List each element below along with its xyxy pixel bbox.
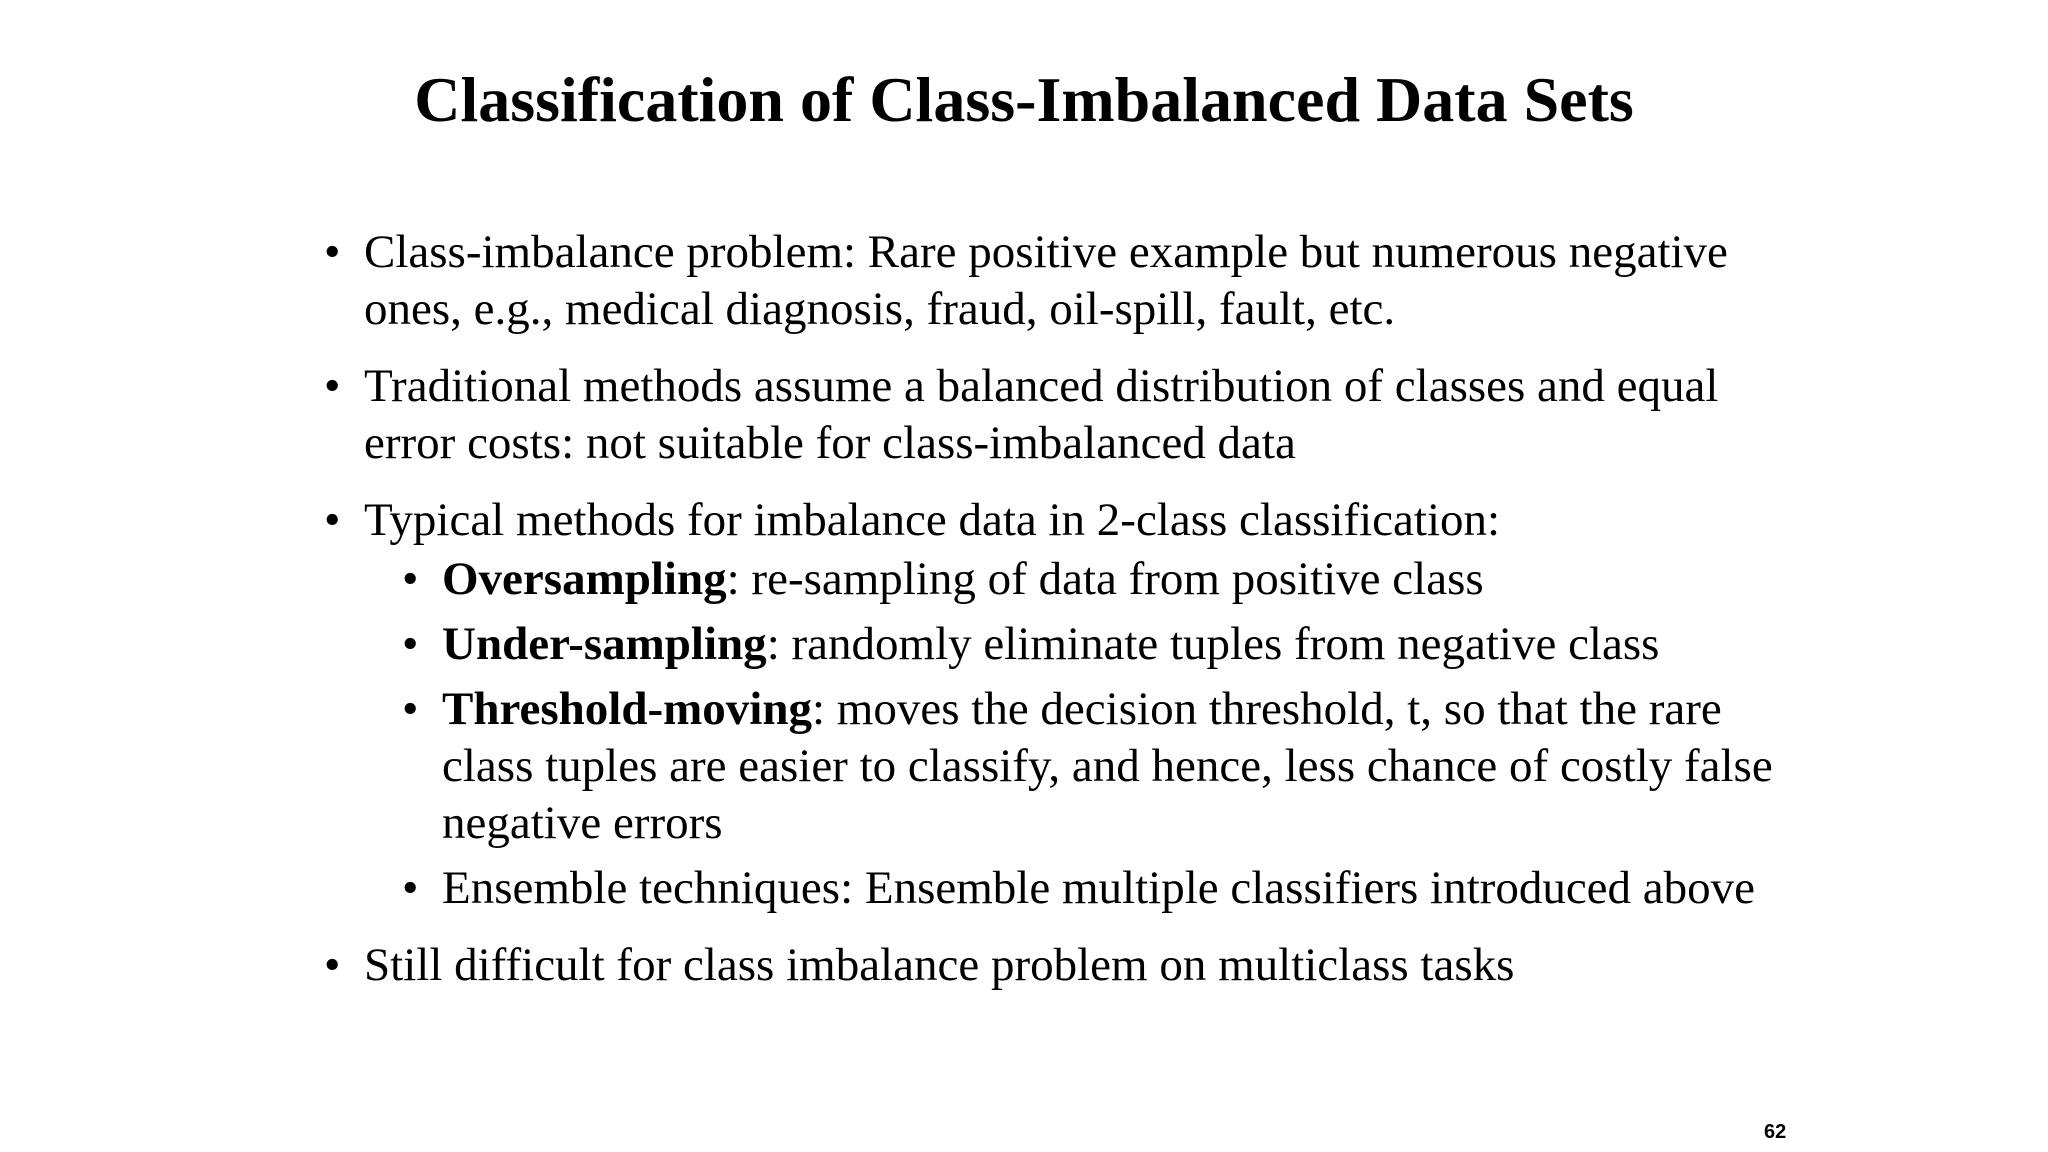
page-number: 62: [1764, 1121, 1787, 1143]
bullet-dot-icon: •: [324, 939, 341, 991]
sub-bullet-term: Oversampling: [442, 553, 727, 605]
bullet-item: [324, 358, 1784, 472]
sub-bullet-text: : moves the decision threshold, t, so that the rare class tuples are easier to classify, and hence, less chance of costly false negative errors: [442, 683, 1773, 849]
sub-bullet-item-ensemble: [402, 860, 1784, 917]
sub-bullet-term: Threshold-moving: [442, 683, 812, 735]
sub-bullet-item-oversampling: [402, 551, 1784, 608]
bullet-item: [324, 224, 1784, 338]
bullet-text: Class-imbalance problem: Rare positive example but numerous negative ones, e.g., medical diagnosis, fraud, oil-spill, fault, etc.: [364, 226, 1728, 335]
sub-bullet-item-threshold-moving: [402, 681, 1784, 852]
bullet-item: [324, 492, 1784, 549]
sub-bullet-text: : re-sampling of data from positive class: [726, 553, 1484, 605]
sub-bullet-item-under-sampling: [402, 616, 1784, 673]
bullet-dot-icon: •: [324, 226, 341, 278]
bullet-dot-icon: •: [402, 553, 419, 605]
bullet-dot-icon: •: [402, 683, 419, 735]
bullet-dot-icon: •: [324, 494, 341, 546]
bullet-dot-icon: •: [402, 862, 419, 914]
bullet-list: [324, 224, 1784, 1014]
sub-bullet-term: Under-sampling: [442, 618, 767, 670]
bullet-text: Still difficult for class imbalance problem on multiclass tasks: [364, 939, 1515, 991]
bullet-text: Traditional methods assume a balanced distribution of classes and equal error costs: not suitable for class-imbalanced data: [364, 360, 1719, 469]
bullet-dot-icon: •: [402, 618, 419, 670]
bullet-text: Typical methods for imbalance data in 2-class classification:: [364, 494, 1501, 546]
sub-bullet-text: Ensemble techniques: Ensemble multiple classifiers introduced above: [442, 862, 1756, 914]
slide-title: Classification of Class-Imbalanced Data Sets: [414, 64, 1634, 135]
bullet-item: [324, 937, 1784, 994]
bullet-dot-icon: •: [324, 360, 341, 412]
sub-bullet-text: : randomly eliminate tuples from negative class: [766, 618, 1660, 670]
